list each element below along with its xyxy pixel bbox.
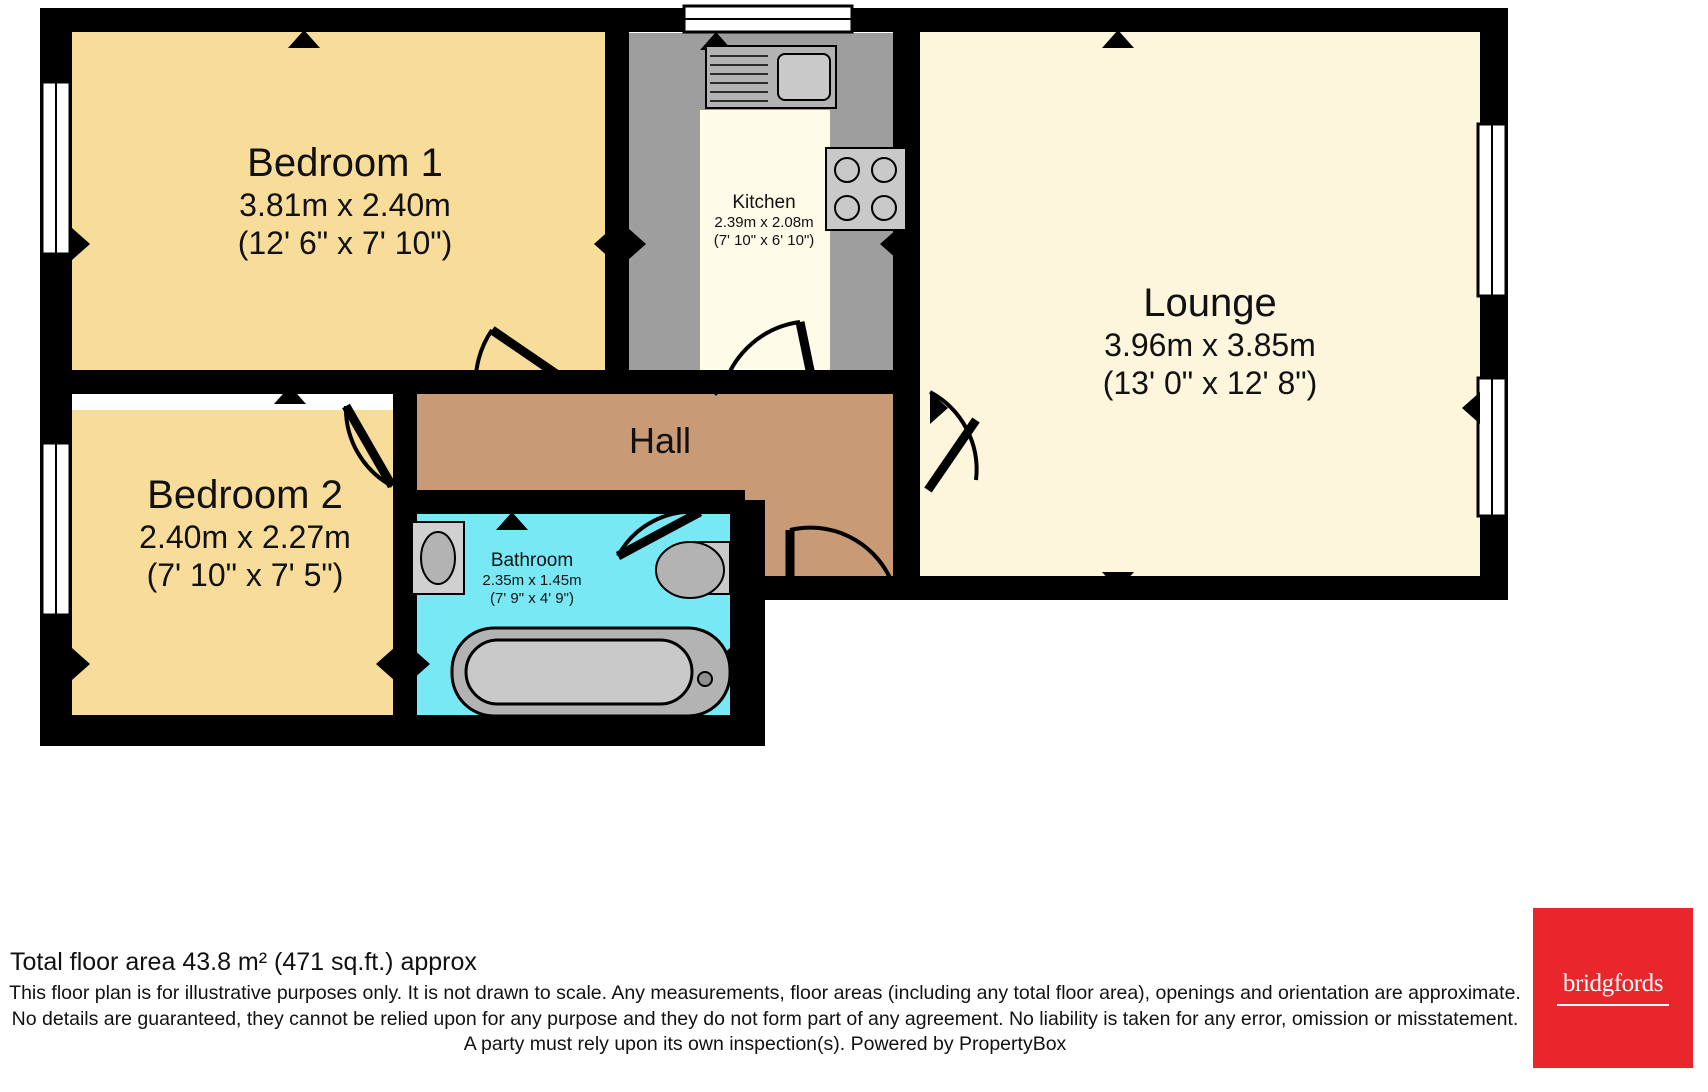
room-imperial-lounge: (13' 0" x 12' 8") — [1102, 364, 1318, 401]
brand-logo — [1533, 908, 1693, 1068]
room-name-bedroom-2: Bedroom 2 — [147, 473, 343, 517]
brand-name: bridgfords — [1562, 970, 1664, 997]
room-label-kitchen — [650, 192, 878, 250]
wall-bedroom1-kitchen — [605, 30, 629, 382]
room-label-hall — [565, 420, 755, 462]
room-metric-kitchen: 2.39m x 2.08m — [714, 214, 814, 232]
brand-underline — [1557, 1004, 1669, 1006]
room-metric-bedroom-2: 2.40m x 2.27m — [139, 519, 351, 556]
footer — [0, 948, 1530, 1058]
wall-kitchen-bottom — [605, 370, 920, 394]
room-label-bedroom-2 — [30, 472, 460, 595]
bath-plug-icon — [698, 672, 712, 686]
wall-bedroom1-bottom — [40, 370, 618, 394]
toilet-icon — [656, 542, 724, 598]
room-name-lounge: Lounge — [1143, 281, 1277, 325]
room-imperial-bathroom: (7' 9" x 4' 9") — [490, 590, 574, 608]
wall-exterior-lounge-bottom — [890, 576, 1508, 600]
room-name-bedroom-1: Bedroom 1 — [247, 141, 443, 185]
disclaimer-text: This floor plan is for illustrative purposes only. It is not drawn to scale. Any measurements, floor areas (including any total floor area), openings and orientation are approximate. No details are guaranteed, they cannot be relied upon for any purpose and they do not form part of any agreement. No liability is taken for any error, omission or misstatement. A party must rely upon its own inspection(s). Powered by PropertyBox — [9, 982, 1521, 1056]
room-name-hall: Hall — [628, 420, 691, 461]
room-metric-lounge: 3.96m x 3.85m — [1104, 327, 1316, 364]
sink-bowl-icon — [778, 54, 830, 100]
room-imperial-bedroom-1: (12' 6" x 7' 10") — [237, 224, 453, 261]
room-metric-bathroom: 2.35m x 1.45m — [482, 572, 582, 590]
room-imperial-bedroom-2: (7' 10" x 7' 5") — [146, 556, 344, 593]
room-imperial-kitchen: (7' 10" x 6' 10") — [713, 232, 815, 250]
wall-kitchen-lounge — [893, 30, 920, 600]
room-name-bathroom: Bathroom — [490, 550, 574, 571]
wall-hall-lower-left — [765, 576, 893, 600]
room-metric-bedroom-1: 3.81m x 2.40m — [239, 187, 451, 224]
wall-bathroom-right — [730, 500, 765, 746]
room-label-bedroom-1 — [130, 140, 560, 263]
room-label-bathroom — [418, 550, 646, 608]
room-label-lounge — [990, 280, 1430, 403]
total-floor-area: Total floor area 43.8 m² (471 sq.ft.) approx — [10, 948, 477, 976]
room-name-kitchen: Kitchen — [732, 192, 796, 213]
